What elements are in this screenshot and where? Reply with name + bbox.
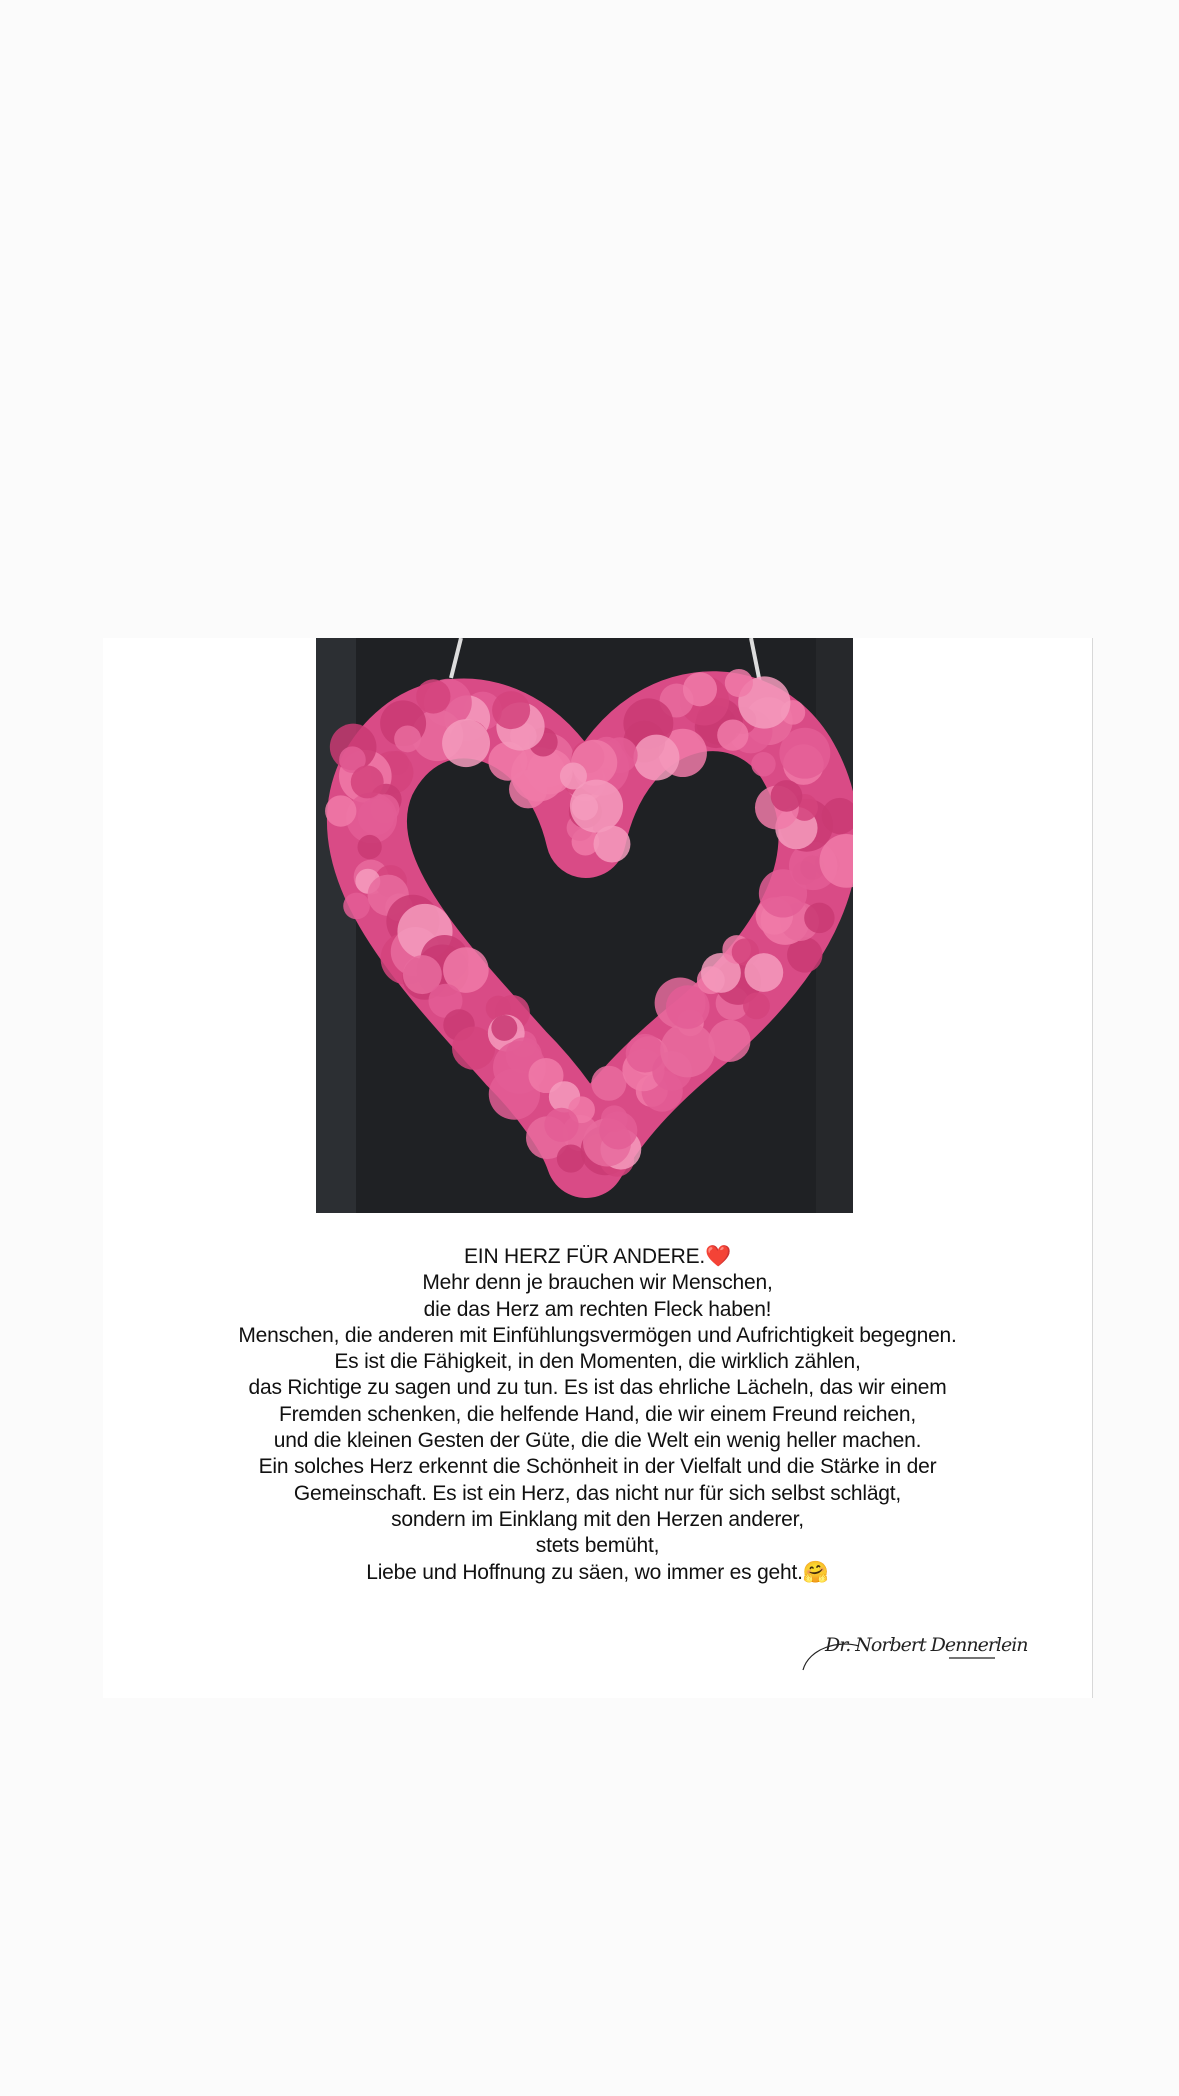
rose-petal bbox=[717, 719, 748, 750]
heart-wreath-photo bbox=[316, 638, 853, 1213]
text-line: Mehr denn je brauchen wir Menschen, bbox=[422, 1271, 773, 1295]
text-line: Ein solches Herz erkennt die Schönheit in der Vielfalt und die Stärke in der bbox=[258, 1455, 937, 1479]
post-card bbox=[103, 638, 1093, 1698]
rose-petal bbox=[416, 679, 450, 713]
text-line: das Richtige zu sagen und zu tun. Es ist das ehrliche Lächeln, das wir einem bbox=[248, 1376, 947, 1400]
rose-petal bbox=[351, 765, 384, 798]
rose-petal bbox=[725, 669, 753, 697]
post-title: EIN HERZ FÜR ANDERE.❤️ bbox=[464, 1245, 731, 1268]
rose-petal bbox=[358, 798, 395, 835]
rose-petal bbox=[325, 795, 356, 826]
text-line: Es ist die Fähigkeit, in den Momenten, die wirklich zählen, bbox=[334, 1350, 861, 1374]
text-line: Gemeinschaft. Es ist ein Herz, das nicht nur für sich selbst schlägt, bbox=[293, 1481, 902, 1505]
text-line: Menschen, die anderen mit Einfühlungsvermögen und Aufrichtigkeit begegnen. bbox=[238, 1323, 957, 1347]
rose-petal bbox=[660, 1023, 715, 1078]
text-line: und die kleinen Gesten der Güte, die die Welt ein wenig heller machen. bbox=[273, 1429, 922, 1453]
rose-petal bbox=[633, 735, 679, 781]
rose-petal bbox=[804, 903, 834, 933]
text-line: die das Herz am rechten Fleck haben! bbox=[423, 1297, 772, 1321]
rose-petal bbox=[751, 752, 775, 776]
signature: Dr. Norbert Dennerlein bbox=[799, 1628, 999, 1678]
rose-petal bbox=[744, 953, 783, 992]
rose-petal bbox=[394, 725, 421, 752]
rose-petal bbox=[343, 893, 370, 920]
text-line: Liebe und Hoffnung zu säen, wo immer es geht.🤗 bbox=[366, 1560, 829, 1584]
text-line: sondern im Einklang mit den Herzen anderer, bbox=[391, 1507, 804, 1531]
text-line: Fremden schenken, die helfende Hand, die wir einem Freund reichen, bbox=[278, 1402, 916, 1426]
post-text bbox=[103, 1244, 1092, 1586]
rose-petal bbox=[591, 1066, 626, 1101]
rose-petal bbox=[626, 1034, 665, 1073]
rose-petal bbox=[570, 780, 623, 833]
rose-petal bbox=[708, 1020, 750, 1062]
rose-petal bbox=[491, 1015, 517, 1041]
rose-petal bbox=[544, 1108, 578, 1142]
text-line: stets bemüht, bbox=[535, 1534, 660, 1558]
rose-petal bbox=[442, 719, 490, 767]
rose-petal bbox=[357, 835, 381, 859]
rose-petal bbox=[771, 780, 803, 812]
rose-petal bbox=[492, 691, 530, 729]
rose-petal bbox=[683, 672, 717, 706]
rose-petal bbox=[557, 1144, 585, 1172]
rose-petal bbox=[599, 1111, 637, 1149]
rose-petal bbox=[743, 992, 770, 1019]
